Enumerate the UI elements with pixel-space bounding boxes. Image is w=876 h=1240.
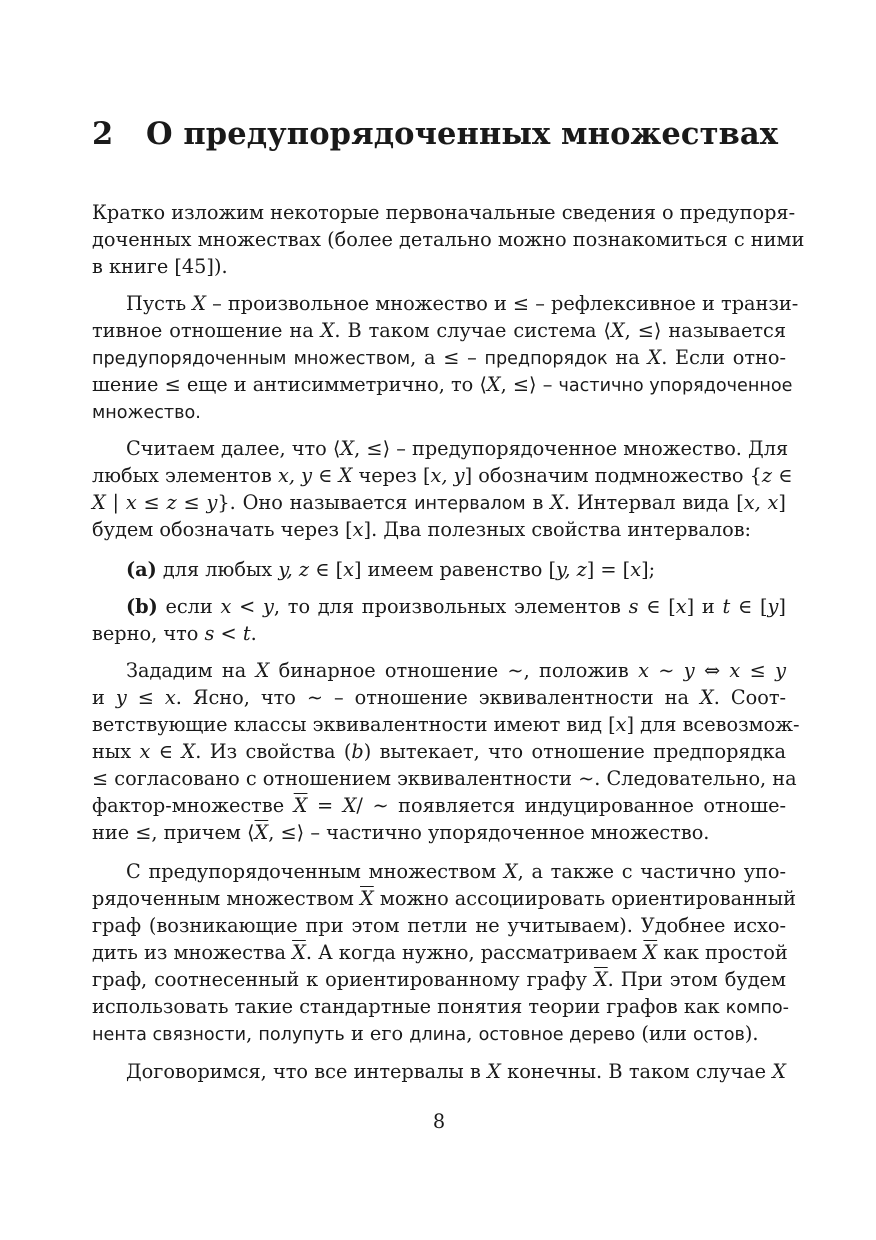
p4-line-5 [92, 765, 797, 793]
p2-line-1 [92, 290, 799, 318]
text: (или [641, 1022, 687, 1045]
text: }. Оно называется [217, 491, 408, 514]
p1-line-2 [92, 226, 805, 254]
text: ∈ [318, 464, 333, 487]
text: = [316, 794, 334, 817]
math: X [181, 740, 196, 763]
p5-line-2 [92, 885, 796, 913]
math: x [352, 518, 364, 541]
text: ] обозначим подмножество { [464, 464, 762, 487]
text: фактор-множестве [92, 794, 285, 817]
text: , [466, 1022, 473, 1045]
text: ∈ [ [315, 558, 344, 581]
p1-line-3 [92, 253, 786, 281]
text: ∈ [778, 464, 793, 487]
math: X [342, 794, 357, 817]
text: Кратко изложим некоторые первоначальные сведения о предупоря- [92, 201, 796, 224]
text: любых элементов [92, 464, 272, 487]
text: Считаем далее, что ⟨ [126, 437, 341, 460]
text: и его [350, 1022, 404, 1045]
math: y [767, 595, 779, 618]
text: < [239, 595, 256, 618]
text: в книге [45]). [92, 255, 228, 278]
text: граф (возникающие при этом петли не учитываем). Удобнее исхо- [92, 914, 786, 937]
text: , а также с частично упо- [517, 860, 787, 883]
text: . Из свойства ( [195, 740, 352, 763]
math: X [647, 346, 662, 369]
math: x [125, 491, 137, 514]
math: X [92, 491, 106, 514]
p3-line-1 [92, 435, 789, 463]
p5-line-3 [92, 912, 786, 940]
text: на [615, 346, 640, 369]
math: t [722, 595, 731, 618]
item-a [92, 556, 786, 584]
text: тивное отношение на [92, 319, 314, 342]
math: x [615, 713, 627, 736]
term: нента связности [92, 1025, 247, 1045]
math: X [503, 860, 518, 883]
text: и [92, 686, 105, 709]
text: если [165, 595, 213, 618]
text: ≤ [143, 491, 160, 514]
text: С предупорядоченным множеством [126, 860, 497, 883]
text: , ≤⟩ называется [624, 319, 786, 342]
page-number: 8 [432, 1110, 446, 1133]
math: x [220, 595, 232, 618]
p3-line-4 [92, 516, 786, 544]
math: b [351, 740, 364, 763]
math: y, z [278, 558, 310, 581]
math-overline: $\overline{X}$ [643, 941, 658, 964]
text: ≤ согласовано с отношением эквивалентности ∼. Следовательно, на [92, 767, 797, 790]
text: . В таком случае система ⟨ [334, 319, 611, 342]
text: , а ≤ – [410, 346, 477, 369]
text: / ∼ появляется индуцированное отноше- [356, 794, 786, 817]
math: x [343, 558, 355, 581]
math: s [204, 622, 215, 645]
text: можно ассоциировать ориентированный [379, 887, 796, 910]
math: z [166, 491, 177, 514]
math: x [139, 740, 151, 763]
text: . Интервал вида [ [563, 491, 744, 514]
math: X [550, 491, 564, 514]
text: ) вытекает, что отношение предпорядка [363, 740, 786, 763]
math: y [206, 491, 218, 514]
math-overline: $\overline{X}$ [593, 968, 608, 991]
text: < [220, 622, 237, 645]
p2-line-4 [92, 371, 793, 399]
math-overline: $\overline{X}$ [293, 794, 308, 817]
text: , [246, 1022, 253, 1045]
text: . Соот- [713, 686, 787, 709]
text: , ≤⟩ – предупорядоченное множество. Для [354, 437, 789, 460]
text: ]; [641, 558, 656, 581]
math: X [700, 686, 714, 709]
p5-line-4 [92, 939, 786, 967]
math: X [610, 319, 625, 342]
text: ∈ [158, 740, 174, 763]
math: x [164, 686, 176, 709]
math: x [675, 595, 687, 618]
math: x, y [430, 464, 465, 487]
text: – произвольное множество и ≤ – рефлексивное и транзи- [212, 292, 799, 315]
p1-line-1 [92, 199, 796, 227]
text: Договоримся, что все интервалы в [126, 1060, 481, 1083]
text: Зададим на [126, 659, 247, 682]
section-number: 2 [92, 116, 114, 152]
math: z [761, 464, 773, 487]
text: . При этом будем [607, 968, 786, 991]
text: ] [778, 595, 786, 618]
p4-line-4 [92, 738, 786, 766]
item-b-line-2 [92, 620, 786, 648]
p3-line-3: X | x ≤ z ≤ y}. Оно называется интервалом в X. Интервал вида [x, x] [92, 491, 786, 514]
text: | [112, 491, 120, 514]
math: x, x [743, 491, 779, 514]
term: частично упорядоченное [558, 376, 793, 396]
text: ∈ [ [646, 595, 676, 618]
text: доченных множествах (более детально можно познакомиться с ними [92, 228, 805, 251]
term: предпорядок [484, 349, 608, 369]
math: X [772, 1060, 786, 1083]
p4-line-3 [92, 711, 800, 739]
p5-line-7 [92, 1020, 786, 1048]
p4-line-1 [92, 657, 786, 685]
text: ). [744, 1022, 759, 1045]
text: в [532, 491, 544, 514]
math: y [683, 659, 695, 682]
text: ] = [ [586, 558, 631, 581]
math: X [255, 659, 270, 682]
math: x [729, 659, 741, 682]
p6-line-1 [92, 1058, 786, 1086]
p2-line-5 [92, 398, 786, 426]
item-label: (b) [126, 595, 158, 618]
text: граф, соотнесенный к ориентированному графу [92, 968, 587, 991]
text: ветствующие классы эквивалентности имеют вид [ [92, 713, 616, 736]
math: X [320, 319, 335, 342]
text: ] для всевозмож- [626, 713, 800, 736]
math: y [775, 659, 786, 682]
p5-line-1 [92, 858, 786, 886]
text: ∈ [ [737, 595, 768, 618]
math: y [115, 686, 127, 709]
term: предупорядоченным множеством [92, 349, 411, 369]
term: интервалом [414, 494, 526, 514]
text: как простой [663, 941, 788, 964]
math: t [242, 622, 251, 645]
text: , ≤⟩ – частично упорядоченное множество. [268, 821, 710, 844]
math-overline: $\overline{X}$ [254, 821, 269, 844]
text: дить из множества [92, 941, 286, 964]
text: . Ясно, что ∼ – отношение эквивалентности на [175, 686, 689, 709]
term: остов [693, 1025, 745, 1045]
text: через [ [358, 464, 431, 487]
term: полупуть [258, 1025, 345, 1045]
text: бинарное отношение ∼, положив [278, 659, 629, 682]
text: конечны. В таком случае [507, 1060, 766, 1083]
math: y, z [556, 558, 587, 581]
text: ] имеем равенство [ [354, 558, 556, 581]
math: X [486, 373, 501, 396]
math: X [192, 292, 206, 315]
text: , ≤⟩ – [500, 373, 553, 396]
math: X [487, 1060, 501, 1083]
term: множество. [92, 403, 201, 423]
text: ных [92, 740, 132, 763]
math: y [263, 595, 274, 618]
item-b-line-1 [92, 593, 786, 621]
p4-line-7 [92, 819, 786, 847]
text: , то для произвольных элементов [273, 595, 621, 618]
text: . А когда нужно, рассматриваем [305, 941, 638, 964]
math: s [628, 595, 639, 618]
text: ]. Два полезных свойства интервалов: [363, 518, 752, 541]
math: x [638, 659, 649, 682]
math: x [630, 558, 642, 581]
text: использовать такие стандартные понятия теории графов как [92, 995, 720, 1018]
text: ] и [686, 595, 715, 618]
text: будем обозначать через [ [92, 518, 353, 541]
text: . [250, 622, 257, 645]
text: ≤ [183, 491, 200, 514]
text: верно, что [92, 622, 199, 645]
text: шение ≤ еще и антисимметрично, то ⟨ [92, 373, 487, 396]
p3-line-2 [92, 462, 793, 490]
term: остовное дерево [478, 1025, 636, 1045]
term: компо- [725, 998, 789, 1018]
p2-line-3 [92, 344, 786, 372]
document-page [92, 0, 805, 1240]
math: X [340, 437, 355, 460]
math-overline: $\overline{X}$ [360, 887, 374, 910]
math: X [338, 464, 353, 487]
text: ние ≤, причем ⟨ [92, 821, 255, 844]
text: ≤ [137, 686, 154, 709]
text: ∼ [658, 659, 675, 682]
text: ≤ [749, 659, 766, 682]
section-heading [92, 116, 778, 152]
math-overline: $\overline{X}$ [292, 941, 306, 964]
p5-line-6 [92, 993, 789, 1021]
p5-line-5 [92, 966, 786, 994]
text: рядоченным множеством [92, 887, 354, 910]
text: . Если отно- [661, 346, 786, 369]
text: ⇔ [703, 659, 721, 682]
p2-line-2 [92, 317, 786, 345]
term: длина [409, 1025, 467, 1045]
p4-line-6 [92, 792, 786, 820]
text: Пусть [126, 292, 187, 315]
section-title: О предупорядоченных множествах [146, 116, 779, 152]
p4-line-2 [92, 684, 786, 712]
text: для любых [162, 558, 273, 581]
math: x, y [277, 464, 313, 487]
item-label: (a) [126, 558, 157, 581]
